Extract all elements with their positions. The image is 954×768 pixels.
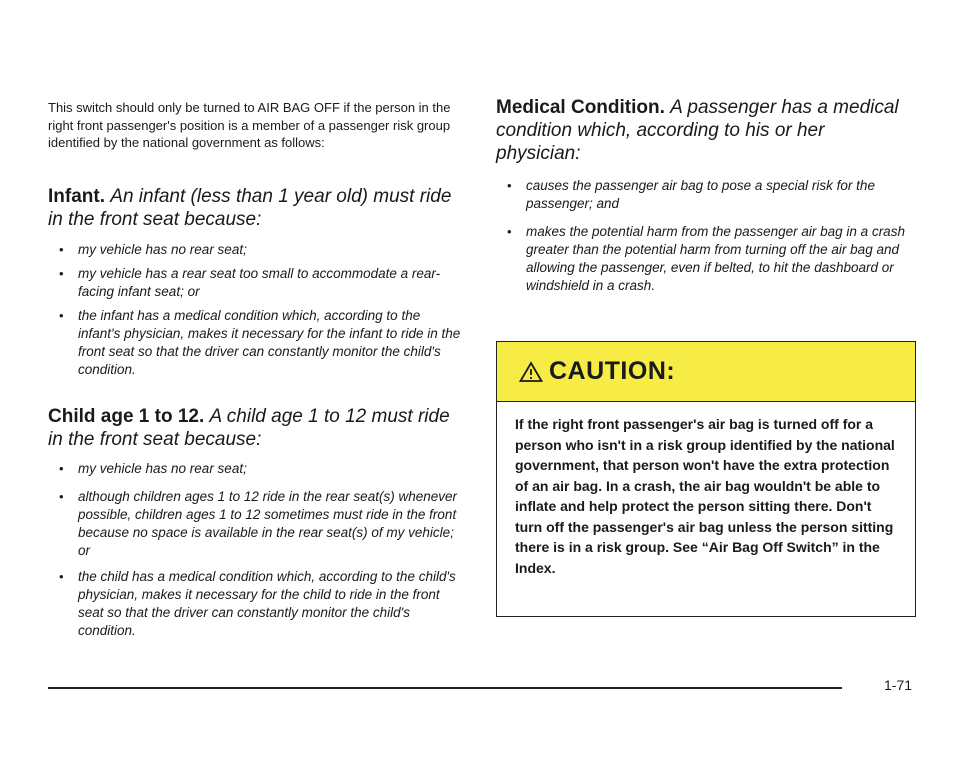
child-heading xyxy=(48,405,458,451)
bullet-icon: • xyxy=(507,224,512,239)
caution-box xyxy=(496,341,916,617)
intro-paragraph: This switch should only be turned to AIR BAG OFF if the person in the right front passenger's position is a member of a passenger risk group identified by the national government as follows: xyxy=(48,100,451,150)
infant-heading-rest: An infant (less than 1 year old) must ride in the front seat because: xyxy=(48,186,452,230)
caution-body: If the right front passenger's air bag is turned off for a person who isn't in a risk group identified by the national government, that person won't have the extra protection of an air bag. In a crash, the air bag wouldn't be able to inflate and help protect the person sitting there. Don't turn off the passenger's air bag unless the person sitting there is in a risk group. See “Air Bag Off Switch” in the Index. xyxy=(515,416,895,576)
bullet-icon: • xyxy=(507,178,512,193)
list-item: • my vehicle has a rear seat too small to accommodate a rear-facing infant seat; or xyxy=(59,266,441,299)
child-bullet-list xyxy=(48,460,463,640)
bullet-icon: • xyxy=(59,242,64,257)
medical-heading xyxy=(496,96,901,165)
caution-title: CAUTION: xyxy=(549,357,676,385)
infant-heading-lead: Infant. xyxy=(48,186,105,207)
bullet-icon: • xyxy=(59,461,64,476)
list-item: • the child has a medical condition which, according to the child's physician, makes it necessary for the child to ride in the front seat so that the driver can constantly monitor the child's condition. xyxy=(59,569,456,638)
bullet-icon: • xyxy=(59,569,64,584)
infant-heading xyxy=(48,185,453,231)
bullet-icon: • xyxy=(59,266,64,281)
bullet-icon: • xyxy=(59,308,64,323)
warning-triangle-icon xyxy=(519,361,543,383)
list-item: • causes the passenger air bag to pose a special risk for the passenger; and xyxy=(507,178,875,211)
bullet-icon: • xyxy=(59,489,64,504)
medical-heading-rest: A passenger has a medical condition which, according to his or her physician: xyxy=(496,97,899,164)
list-item: • makes the potential harm from the passenger air bag in a crash greater than the potential harm from turning off the air bag and allowing the passenger, even if belted, to hit the dashboard or windshield in a crash. xyxy=(507,224,905,293)
medical-bullet-list xyxy=(496,177,916,295)
list-item: • my vehicle has no rear seat; xyxy=(59,461,247,476)
child-heading-lead: Child age 1 to 12. xyxy=(48,406,205,427)
caution-header xyxy=(497,342,915,402)
infant-bullet-list xyxy=(48,241,463,379)
list-item: • the infant has a medical condition which, according to the infant's physician, makes it necessary for the infant to ride in the front seat so that the driver can constantly monitor the child's condition. xyxy=(59,308,461,377)
page-number: 1-71 xyxy=(884,677,913,693)
medical-heading-lead: Medical Condition. xyxy=(496,97,665,118)
footer-rule xyxy=(48,687,842,689)
list-item: • although children ages 1 to 12 ride in the rear seat(s) whenever possible, children ages 1 to 12 sometimes must ride in the front because no space is available in the rear seat(s) of my vehicle; or xyxy=(59,489,457,558)
child-heading-rest: A child age 1 to 12 must ride in the front seat because: xyxy=(48,406,450,450)
list-item: • my vehicle has no rear seat; xyxy=(59,242,247,257)
